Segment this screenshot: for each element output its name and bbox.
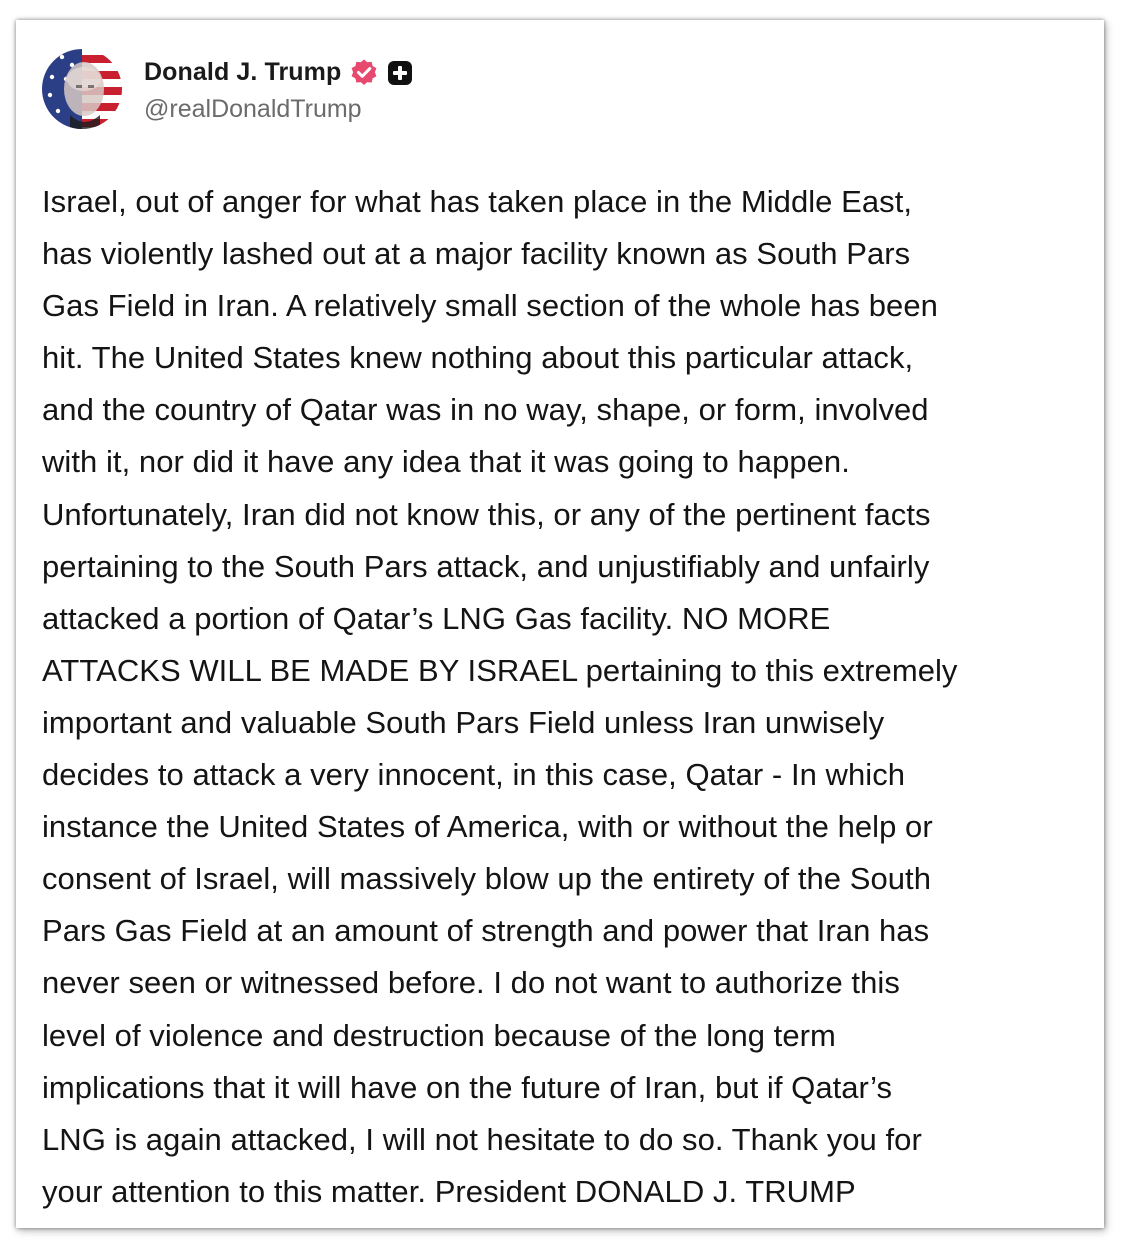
display-name[interactable]: Donald J. Trump [144,58,342,86]
flag-portrait-avatar-icon [42,49,122,129]
post-card [16,20,1104,1228]
name-row [144,55,413,91]
author-identity [144,55,413,124]
avatar[interactable] [42,49,122,129]
plus-badge-icon [387,60,413,86]
verified-badge-icon [349,58,379,88]
user-handle[interactable]: @realDonaldTrump [144,94,362,123]
post-header [42,48,413,130]
post-text: Israel, out of anger for what has taken place in the Middle East, has violently lashed out at a major facility known as South Pars Gas Field in Iran. A relatively small section of the whole has been hit. The United States knew nothing about this particular attack, and the country of Qatar was in no way, shape, or form, involved with it, nor did it have any idea that it was going to happen. Unfortunately, Iran did not know this, or any of the pertinent facts pertaining to the South Pars attack, and unjustifiably and unfairly attacked a portion of Qatar’s LNG Gas facility. NO MORE ATTACKS WILL BE MADE BY ISRAEL pertaining to this extremely important and valuable South Pars Field unless Iran unwisely decides to attack a very innocent, in this case, Qatar - In which instance the United States of America, with or without the help or consent of Israel, will massively blow up the entirety of the South Pars Gas Field at an amount of strength and power that Iran has never seen or witnessed before. I do not want to authorize this level of violence and destruction because of the long term implications that it will have on the future of Iran, but if Qatar’s LNG is again attacked, I will not hesitate to do so. Thank you for your attention to this matter. President DONALD J. TRUMP [42,184,958,1209]
